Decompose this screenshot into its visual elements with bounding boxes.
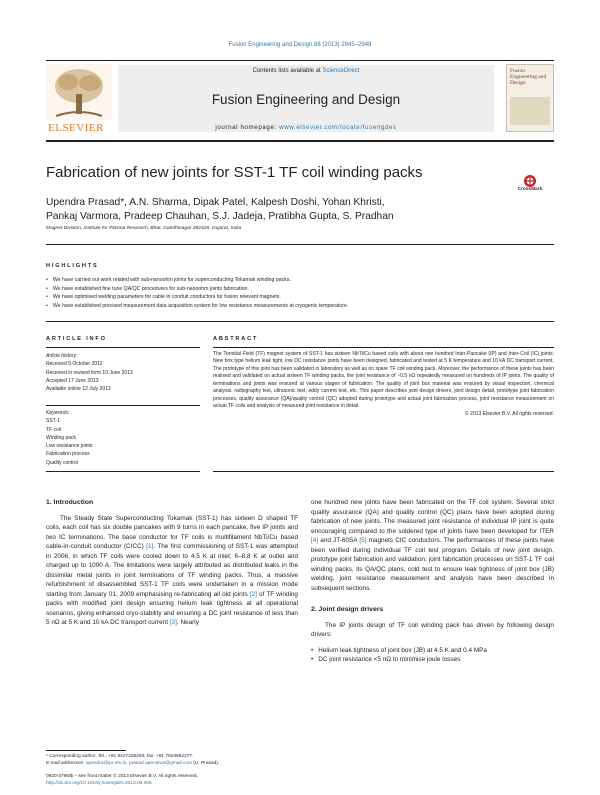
text-run: one hundred new joints have been fabricated on the TF coil system. Several strict quality assurance (QA) and quality control (QC) plans have been adopted during fabrication of new joints. The measured joint resistance of individual IP joint is quite encouraging compared to the soldered type of joints have been developed for ITER [311, 499, 554, 535]
email-label: E-mail addresses: [46, 761, 86, 766]
affiliation: Magnet Division, Institute for Plasma Research, Bhat, Gandhinagar 382428, Gujarat, India [46, 226, 242, 231]
cover-image-block [510, 97, 550, 125]
abstract-heading: ABSTRACT [213, 336, 259, 342]
right-column [311, 498, 554, 665]
footnotes [46, 753, 219, 767]
citation-link[interactable]: [4] [311, 537, 319, 544]
history-item: Received in revised form 10 June 2013 [46, 369, 133, 376]
email-link[interactable]: upendra@ipr.res.in, prasad.upendra3@gmail.com [85, 761, 193, 766]
email-suffix: (U. Prasad). [192, 761, 220, 766]
crossmark-badge[interactable] [512, 174, 548, 193]
intro-paragraph [46, 514, 298, 628]
history-item: Accepted 17 June 2013 [46, 377, 99, 384]
keywords [46, 409, 92, 467]
citation-link[interactable]: [5] [359, 537, 367, 544]
section-heading: 2. Joint design drivers [311, 606, 384, 613]
history-item: Received 9 October 2012 [46, 361, 103, 368]
corresponding-author-note: * Corresponding author. Tel.: +91 9427328293; fax: +91 7923962277. [46, 754, 194, 759]
doi-link[interactable]: http://dx.doi.org/10.1016/j.fusengdes.2013.06.005 [46, 780, 152, 786]
design-driver-item: • DC joint resistance <5 nΩ to minimise joule losses [311, 655, 554, 665]
masthead-top-rule [46, 60, 554, 61]
text-run: . Nearly [176, 619, 199, 626]
citation-link[interactable]: [3] [169, 619, 177, 626]
publisher-name: ELSEVIER [48, 122, 104, 134]
intro-paragraph-continued [311, 498, 554, 593]
contents-line [118, 68, 494, 74]
homepage-prefix: journal homepage: [215, 124, 280, 131]
history-label: Article history: [46, 353, 78, 359]
paper-title: Fabrication of new joints for SST-1 TF coil winding packs [46, 164, 423, 181]
journal-cover-thumbnail [506, 64, 554, 132]
author-line: Pankaj Varmora, Pradeep Chauhan, S.J. Jadeja, Pratibha Gupta, S. Pradhan [46, 210, 394, 222]
keyword: Low resistance joints [46, 443, 93, 450]
left-column [46, 498, 298, 628]
highlights-heading: HIGHLIGHTS [46, 263, 99, 269]
text-run: and JT-60SA [318, 537, 360, 544]
citation-link[interactable]: [2] [249, 590, 257, 598]
divider [46, 321, 554, 322]
info-divider [46, 405, 200, 406]
abstract-divider [213, 471, 554, 472]
journal-homepage [118, 124, 494, 131]
info-divider [46, 347, 200, 348]
abstract-text: The Toroidal Field (TF) magnet system of SST-1 has sixteen NbTi/Cu based coils with about one hundred Inter-Pancake (IP) and Inter-Coil (IC) joints. New box type helium leak tight, low DC resistance joints have been designed, fabricated and tested at 5 K temperature and 10 kA DC transport current. The prototype of this joint has been validated in laboratory as well as on spare TF coil winding pack. Moreover, the performance of these joints has been realised and validated on actual sixteen TF winding packs, the joint resistance of ~0.5 nΩ repeatedly measured on hundreds of IP joints. The quality of terminations and joints was ensured at various stages of fabrication. The quality of joint box material was ensured by visual inspection, chemical analysis, radiography test, ultrasonic test, eddy current test, etc. This paper describes joint design drivers, joint design detail, prototype joint fabrication processes, quality assurance (QA)/quality control (QC) adopted during prototype and actual joint fabrication process, joint resistance measurement on actual TF coils and analysis of measured joint resistance in detail. [213, 351, 554, 410]
highlight-item: • We have carried out work related with sub-nanoohm joints for superconducting Tokamak winding packs. [46, 276, 348, 285]
design-drivers-list [311, 646, 554, 665]
journal-banner [118, 65, 494, 132]
keyword: Quality control [46, 459, 78, 466]
text-run: The Steady State Superconducting Tokamak (SST-1) has sixteen D shaped TF coils, each coil has six double pancakes with 9 turns in each pancake, five IP joints and two IC terminations. The base conductor for TF coils is multifilament NbTi/Cu based cable-in-conduit conductor (CICC) [46, 514, 298, 550]
keyword: Fabrication process [46, 451, 90, 458]
highlight-item: • We have established precised measurement data acquisition system for low resistance measurements at cryogenic temperature. [46, 302, 348, 311]
text-run: magnets CIC conductors. The performances of these joints have been verified during individual TF coil test program. Details of new joint design, prototype joint fabrication and validation, joint fabrication processes on SST-1 TF coil winding packs, its QA/QC plans, cold test to ensure leak tightness of joint box (JB) welding, joint resistance measurement and analysis have been described in subsequent sections. [311, 537, 554, 592]
abstract-copyright: © 2013 Elsevier B.V. All rights reserved. [464, 410, 554, 417]
citation-link[interactable]: [1] [146, 543, 154, 550]
text-run: of TF winding packs with modified joint design ensuring helium leak tightness at all operational scenarios, giving enhanced cryo-stability and ensuring a DC joint resistance of less than 5 nΩ at 5 K and 10 kA DC transport current [46, 590, 298, 626]
keyword: TF coil [46, 426, 61, 433]
journal-title: Fusion Engineering and Design [211, 92, 401, 107]
author-list [46, 196, 466, 223]
abstract-body [213, 351, 554, 418]
publication-info [46, 774, 198, 787]
abstract-divider [213, 347, 554, 348]
history-item: Available online 12 July 2013 [46, 386, 111, 393]
footnote-divider [46, 750, 126, 751]
sciencedirect-link[interactable]: ScienceDirect [322, 68, 360, 74]
masthead-bottom-rule [46, 140, 554, 142]
article-info-heading: ARTICLE INFO [46, 336, 107, 342]
crossmark-label: CrossMark [517, 187, 543, 192]
highlight-item: • We have optimised welding parameters for cable in conduit conductors for fusion relevant magnets. [46, 293, 348, 302]
email-note [46, 760, 219, 767]
homepage-link[interactable]: www.elsevier.com/locate/fusengdes [279, 124, 397, 131]
article-history [46, 352, 133, 393]
crossmark-icon [512, 174, 548, 188]
masthead [46, 60, 554, 138]
contents-prefix: Contents lists available at [252, 68, 323, 74]
section-heading: 1. Introduction [46, 499, 94, 506]
keywords-label: Keywords: [46, 410, 70, 416]
author-line: Upendra Prasad*, A.N. Sharma, Dipak Patel, Kalpesh Doshi, Yohan Khristi, [46, 197, 385, 208]
highlight-item: • We have established fine tune QA/QC procedures for sub-nanoohm joints fabrication. [46, 285, 348, 294]
highlights-list [46, 276, 348, 310]
keyword: SST-1 [46, 418, 60, 425]
keyword: Winding pack [46, 434, 77, 441]
divider [46, 244, 554, 245]
design-driver-item: • Helium leak tightness of joint box (JB) at 4.5 K and 0.4 MPa [311, 646, 554, 656]
text-run: . The first commissioning of SST-1 was attempted in 2006, in which TF coils were cooled down to 4.5 K at inlet; 6–8.8 K at outlet and charged up to 1000 A. The limitations were largely attributed as distributed leaks in the dissimilar metal joints in joint terminations of TF winding packs. Thus, a massive refurbishment of disassembled SST-1 TF coils were undertaken in a mission mode starting from January 01, 2009 emphasising re-fabricating all old joints [46, 543, 299, 598]
issn-line: 0920-3796/$ – see front matter © 2013 Elsevier B.V. All rights reserved. [46, 774, 198, 779]
info-divider [46, 471, 200, 472]
journal-reference[interactable]: Fusion Engineering and Design 88 (2013) 2945–2949 [228, 42, 372, 48]
cover-title: Fusion Engineering and Design [510, 68, 547, 86]
design-paragraph: The IP joints design of TF coil winding pack has driven by following design drivers: [311, 621, 554, 638]
